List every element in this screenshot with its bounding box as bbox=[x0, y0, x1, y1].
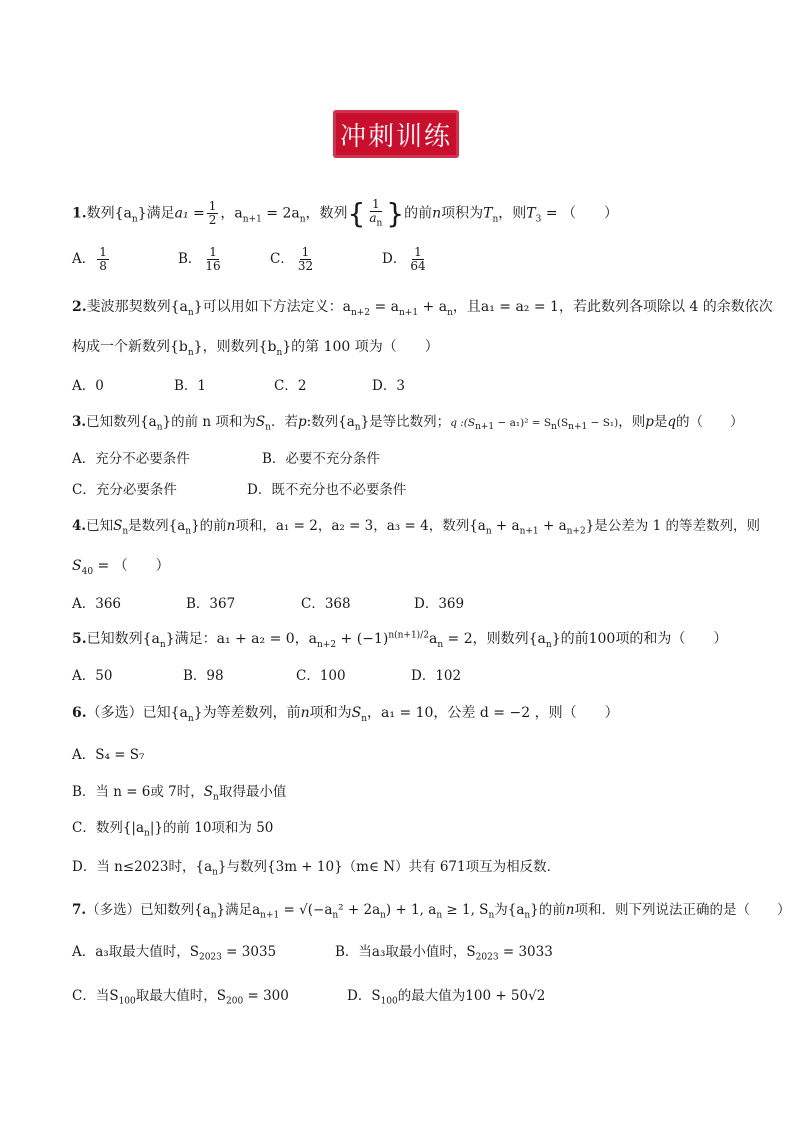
q1-option-d[interactable]: D． $\frac{1}{64}$ bbox=[382, 245, 426, 274]
q3-option-d[interactable]: D．既不充分也不必要条件 bbox=[247, 482, 407, 498]
q2-option-a[interactable]: A．0 bbox=[72, 378, 104, 394]
q2-option-c[interactable]: C．2 bbox=[274, 378, 307, 394]
q4-option-d[interactable]: D．369 bbox=[414, 596, 465, 612]
q1-option-a[interactable]: A． $\frac{1}{8}$ bbox=[72, 245, 107, 274]
q4-option-c[interactable]: C．368 bbox=[301, 596, 351, 612]
question-1: 1.数列$\{a_n\}$满足a₁ = $\frac{1}{2}$ ，$a_{n+1} = 2a_n$，数列{ $\frac{1}{a_n}$ }的前n项积为$T_n$，则$T_3$ = （ ） bbox=[72, 196, 619, 230]
fraction: $\frac{1}{2}$ bbox=[208, 198, 217, 227]
q3-option-a[interactable]: A．充分不必要条件 bbox=[72, 451, 190, 467]
question-4: 4.已知$S_n$是数列$\{a_n\}$的前n项和，a₁ = 2，a₂ = 3，a₃ = 4，数列$\{a_n + a_{n+1} + a_{n+2}\}$是公差为 1 的等差数列，则 bbox=[72, 518, 760, 537]
question-3: 3.已知数列$\{a_n\}$的前 n 项和为$S_n$．若p:数列$\{a_n\}$是等比数列；q $:(S_{n+1} - a_1)^2 = S_n(S_{n+1} - S_1)$，则p是q的（ ） bbox=[72, 414, 744, 433]
q2-option-d[interactable]: D．3 bbox=[372, 378, 405, 394]
q4-option-b[interactable]: B．367 bbox=[186, 596, 236, 612]
q4-option-a[interactable]: A．366 bbox=[72, 596, 122, 612]
q7-option-a[interactable]: A．a₃取最大值时，$S_{2023} = 3035$ bbox=[72, 944, 277, 963]
q7-option-c[interactable]: C．当$S_{100}$取最大值时，$S_{200} = 300$ bbox=[72, 988, 289, 1007]
q3-option-b[interactable]: B．必要不充分条件 bbox=[262, 451, 380, 467]
q3-option-c[interactable]: C．充分必要条件 bbox=[72, 482, 177, 498]
q6-option-d[interactable]: D．当 n≤2023时，$\{a_n\}$与数列{3m + 10}（m∈ N）共有 671项互为相反数． bbox=[72, 859, 561, 878]
q5-option-d[interactable]: D．102 bbox=[411, 668, 462, 684]
q6-option-b[interactable]: B．当 n = 6或 7时，$S_n$取得最小值 bbox=[72, 784, 287, 803]
question-6: 6.（多选）已知$\{a_n\}$为等差数列，前n项和为$S_n$，a₁ = 10，公差 d = −2 ，则（ ） bbox=[72, 705, 619, 724]
section-banner: 冲刺训练 bbox=[333, 110, 459, 158]
question-2-line-2: 构成一个新数列$\{b_n\}$，则数列$\{b_n\}$的第 100 项为（ ） bbox=[72, 339, 439, 358]
question-4-line-2: $S_{40}$ = （ ） bbox=[72, 558, 170, 577]
fraction: $\frac{1}{a_n}$ bbox=[369, 196, 383, 229]
question-5: 5.已知数列$\{a_n\}$满足：a₁ + a₂ = 0，$a_{n+2} + (-1)^{n(n+1)/2}a_n = 2$，则数列$\{a_n\}$的前100项的和为（ ） bbox=[72, 630, 728, 650]
q5-option-c[interactable]: C．100 bbox=[296, 668, 346, 684]
q6-option-a[interactable]: A．S₄ = S₇ bbox=[72, 747, 145, 763]
question-7: 7.（多选）已知数列$\{a_n\}$满足$a_{n+1} = √(-a_n^2 + 2a_n) + 1$, $a_n \ge 1$, $S_n$为$\{a_n\}$的前n项和．则下列说法正确的是（ ） bbox=[72, 902, 791, 921]
q5-option-a[interactable]: A．50 bbox=[72, 668, 113, 684]
q7-option-d[interactable]: D．$S_{100}$的最大值为100 + 50√2 bbox=[347, 988, 546, 1007]
q1-option-b[interactable]: B． $\frac{1}{16}$ bbox=[178, 245, 221, 274]
q1-option-c[interactable]: C． $\frac{1}{32}$ bbox=[270, 245, 314, 274]
question-2: 2.斐波那契数列$\{a_n\}$可以用如下方法定义：$a_{n+2} = a_{n+1} + a_n$，且a₁ = a₂ = 1，若此数列各项除以 4 的余数依次 bbox=[72, 299, 773, 318]
q6-option-c[interactable]: C．数列$\{|a_n|\}$的前 10项和为 50 bbox=[72, 820, 274, 839]
q5-option-b[interactable]: B．98 bbox=[183, 668, 224, 684]
question-1-number: 1. bbox=[72, 205, 87, 222]
q2-option-b[interactable]: B．1 bbox=[174, 378, 207, 394]
q7-option-b[interactable]: B．当a₃取最小值时，$S_{2023} = 3033$ bbox=[335, 944, 553, 963]
